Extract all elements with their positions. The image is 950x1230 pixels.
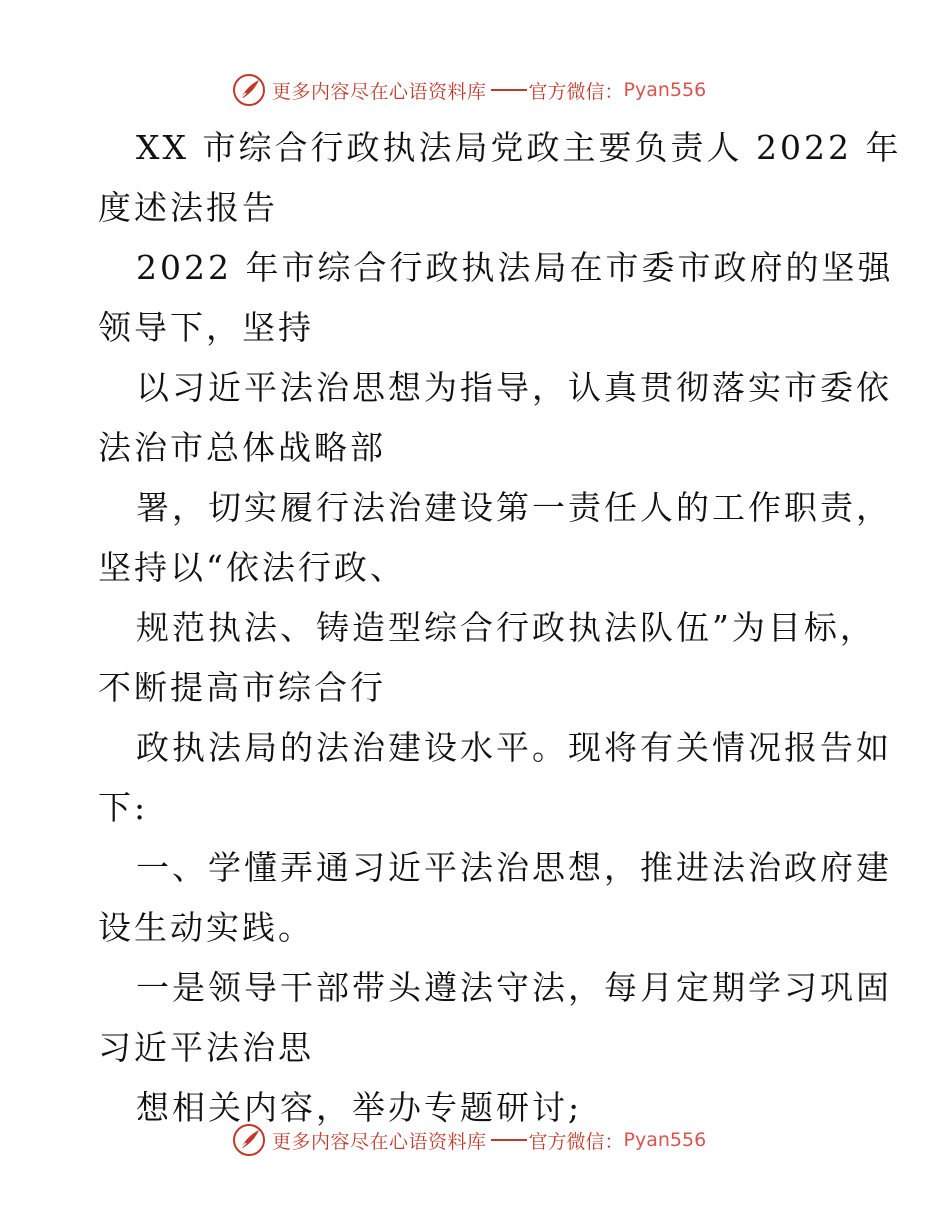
document-body: [98, 118, 902, 1138]
text-line: 以习近平法治思想为指导，认真贯彻落实市委依: [136, 368, 892, 407]
header-watermark: [232, 72, 706, 108]
footer-watermark: [232, 1122, 706, 1158]
text-line: 署，切实履行法治建设第一责任人的工作职责，: [136, 488, 892, 527]
watermark-separator: [491, 1139, 527, 1141]
section-heading-line: 一、学懂弄通习近平法治思想，推进法治政府建: [136, 848, 892, 887]
section-heading-line: 设生动实践。: [98, 908, 314, 947]
text-line: 下:: [98, 788, 149, 827]
watermark-brand-text: 更多内容尽在心语资料库: [272, 1130, 487, 1153]
watermark-wechat-label: 官方微信：: [528, 1130, 624, 1153]
text-line: 2022 年市综合行政执法局在市委市政府的坚强: [136, 248, 894, 287]
text-line: 坚持以“依法行政、: [98, 548, 406, 587]
title-line-2: 度述法报告: [98, 188, 278, 227]
watermark-separator: [491, 89, 527, 91]
watermark-wechat-id: Pyan556: [623, 1129, 707, 1151]
title-line-1: XX 市综合行政执法局党政主要负责人 2022 年: [136, 128, 902, 167]
text-line: 法治市总体战略部: [98, 428, 386, 467]
text-line: 政执法局的法治建设水平。现将有关情况报告如: [136, 728, 892, 767]
text-line: 规范执法、铸造型综合行政执法队伍”为目标，: [136, 608, 876, 647]
text-line: 不断提高市综合行: [98, 668, 386, 707]
text-line: 一是领导干部带头遵法守法，每月定期学习巩固: [136, 968, 892, 1007]
quill-pen-logo-icon: [232, 73, 266, 107]
watermark-brand-text: 更多内容尽在心语资料库: [272, 80, 487, 103]
watermark-wechat-id: Pyan556: [623, 79, 707, 101]
quill-pen-logo-icon: [232, 1123, 266, 1157]
text-line: 想相关内容，举办专题研讨;: [136, 1088, 583, 1127]
watermark-wechat-label: 官方微信：: [528, 80, 624, 103]
text-line: 习近平法治思: [98, 1028, 314, 1067]
text-line: 领导下，坚持: [98, 308, 314, 347]
